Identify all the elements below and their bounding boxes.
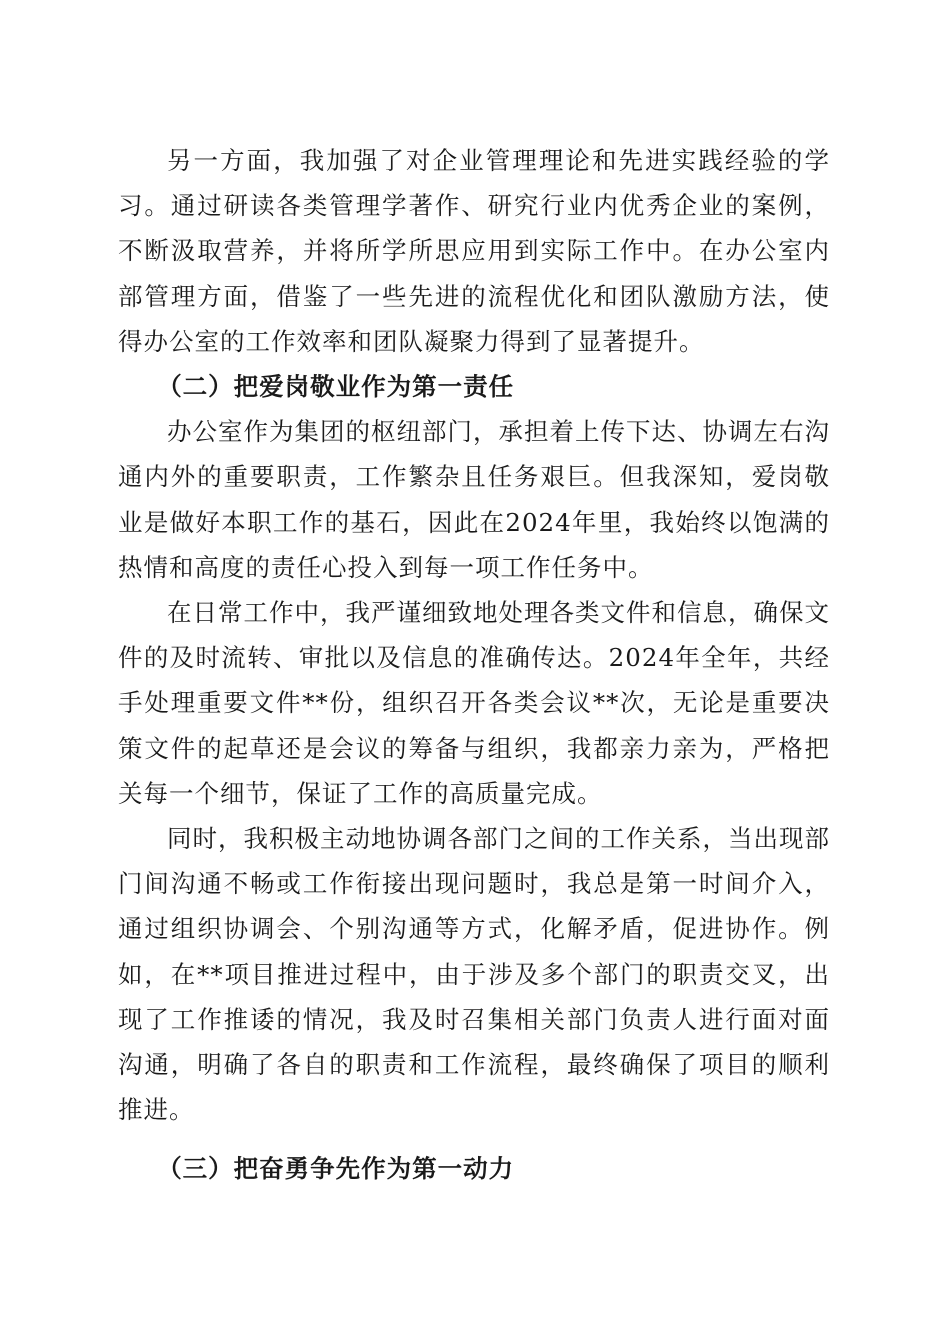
paragraph-dedication: 办公室作为集团的枢纽部门，承担着上传下达、协调左右沟通内外的重要职责，工作繁杂且任务艰巨。但我深知，爱岗敬业是做好本职工作的基石，因此在2024年里，我始终以饱满的热情和高度的责任心投入到每一项工作任务中。 <box>118 417 830 582</box>
section-heading-3: （三）把奋勇争先作为第一动力 <box>157 1154 515 1184</box>
section-heading-2: （二）把爱岗敬业作为第一责任 <box>157 372 515 402</box>
document-body <box>118 138 830 1192</box>
paragraph-coordination: 同时，我积极主动地协调各部门之间的工作关系，当出现部门间沟通不畅或工作衔接出现问题时，我总是第一时间介入，通过组织协调会、个别沟通等方式，化解矛盾，促进协作。例如，在**项目推进过程中，由于涉及多个部门的职责交叉，出现了工作推诿的情况，我及时召集相关部门负责人进行面对面沟通，明确了各自的职责和工作流程，最终确保了项目的顺利推进。 <box>118 824 830 1125</box>
paragraph-learning: 另一方面，我加强了对企业管理理论和先进实践经验的学习。通过研读各类管理学著作、研究行业内优秀企业的案例，不断汲取营养，并将所学所思应用到实际工作中。在办公室内部管理方面，借鉴了一些先进的流程优化和团队激励方法，使得办公室的工作效率和团队凝聚力得到了显著提升。 <box>118 146 830 356</box>
paragraph-daily-work: 在日常工作中，我严谨细致地处理各类文件和信息，确保文件的及时流转、审批以及信息的准确传达。2024年全年，共经手处理重要文件**份，组织召开各类会议**次，无论是重要决策文件的起草还是会议的筹备与组织，我都亲力亲为，严格把关每一个细节，保证了工作的高质量完成。 <box>118 598 830 808</box>
